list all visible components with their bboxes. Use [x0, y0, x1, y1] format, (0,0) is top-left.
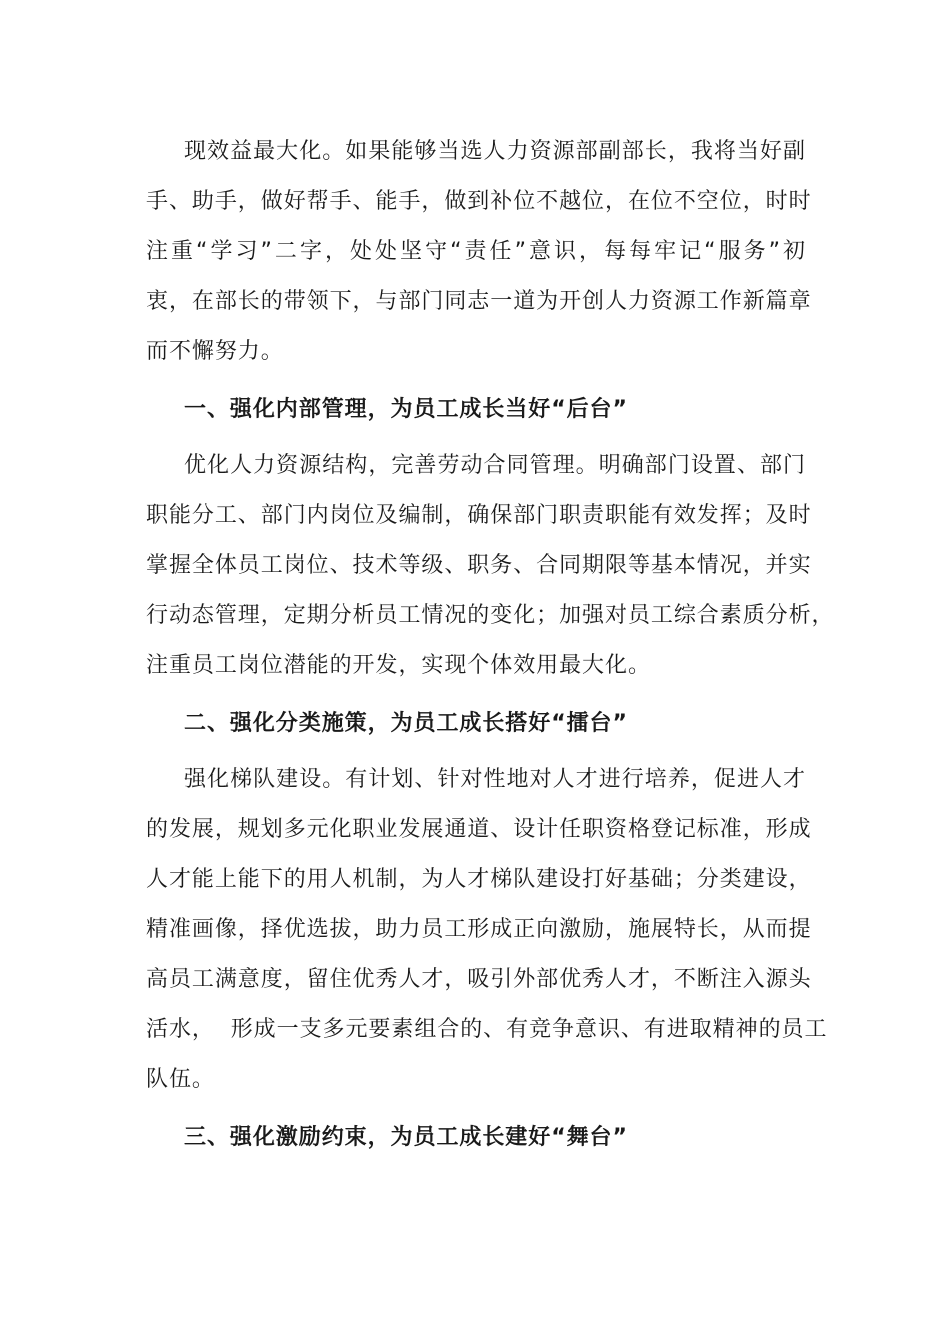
paragraph-2-line-3: 人才能上能下的用人机制，为人才梯队建设打好基础；分类建设，	[146, 867, 812, 892]
paragraph-1-line-3: 掌握全体员工岗位、技术等级、职务、合同期限等基本情况，并实	[146, 553, 812, 578]
paragraph-1-line-5: 注重员工岗位潜能的开发，实现个体效用最大化。	[146, 653, 651, 678]
section-heading-1: 一、强化内部管理，为员工成长当好“后台”	[184, 397, 628, 422]
paragraph-1-line-4: 行动态管理，定期分析员工情况的变化；加强对员工综合素质分析，	[146, 603, 835, 628]
paragraph-2-line-7: 队伍。	[146, 1067, 215, 1092]
paragraph-2-line-4: 精准画像，择优选拔，助力员工形成正向激励，施展特长，从而提	[146, 917, 812, 942]
paragraph-2-line-2: 的发展，规划多元化职业发展通道、设计任职资格登记标准，形成	[146, 817, 812, 842]
paragraph-intro-line-5: 而不懈努力。	[146, 339, 284, 364]
paragraph-2-line-1: 强化梯队建设。有计划、针对性地对人才进行培养，促进人才	[184, 767, 806, 792]
paragraph-1-line-1: 优化人力资源结构，完善劳动合同管理。明确部门设置、部门	[184, 453, 806, 478]
paragraph-2-line-5: 高员工满意度，留住优秀人才，吸引外部优秀人才，不断注入源头	[146, 967, 812, 992]
paragraph-2-line-6: 活水， 形成一支多元要素组合的、有竞争意识、有进取精神的员工	[146, 1017, 828, 1042]
section-heading-3: 三、强化激励约束，为员工成长建好“舞台”	[184, 1125, 628, 1150]
paragraph-intro-line-3: 注重“学习”二字，处处坚守“责任”意识，每每牢记“服务”初	[146, 239, 806, 264]
paragraph-intro-line-4: 衷，在部长的带领下，与部门同志一道为开创人力资源工作新篇章	[146, 289, 812, 314]
paragraph-intro-line-2: 手、助手，做好帮手、能手，做到补位不越位，在位不空位，时时	[146, 189, 812, 214]
paragraph-intro-line-1: 现效益最大化。如果能够当选人力资源部副部长，我将当好副	[184, 139, 806, 164]
paragraph-1-line-2: 职能分工、部门内岗位及编制，确保部门职责职能有效发挥；及时	[146, 503, 812, 528]
section-heading-2: 二、强化分类施策，为员工成长搭好“擂台”	[184, 711, 628, 736]
